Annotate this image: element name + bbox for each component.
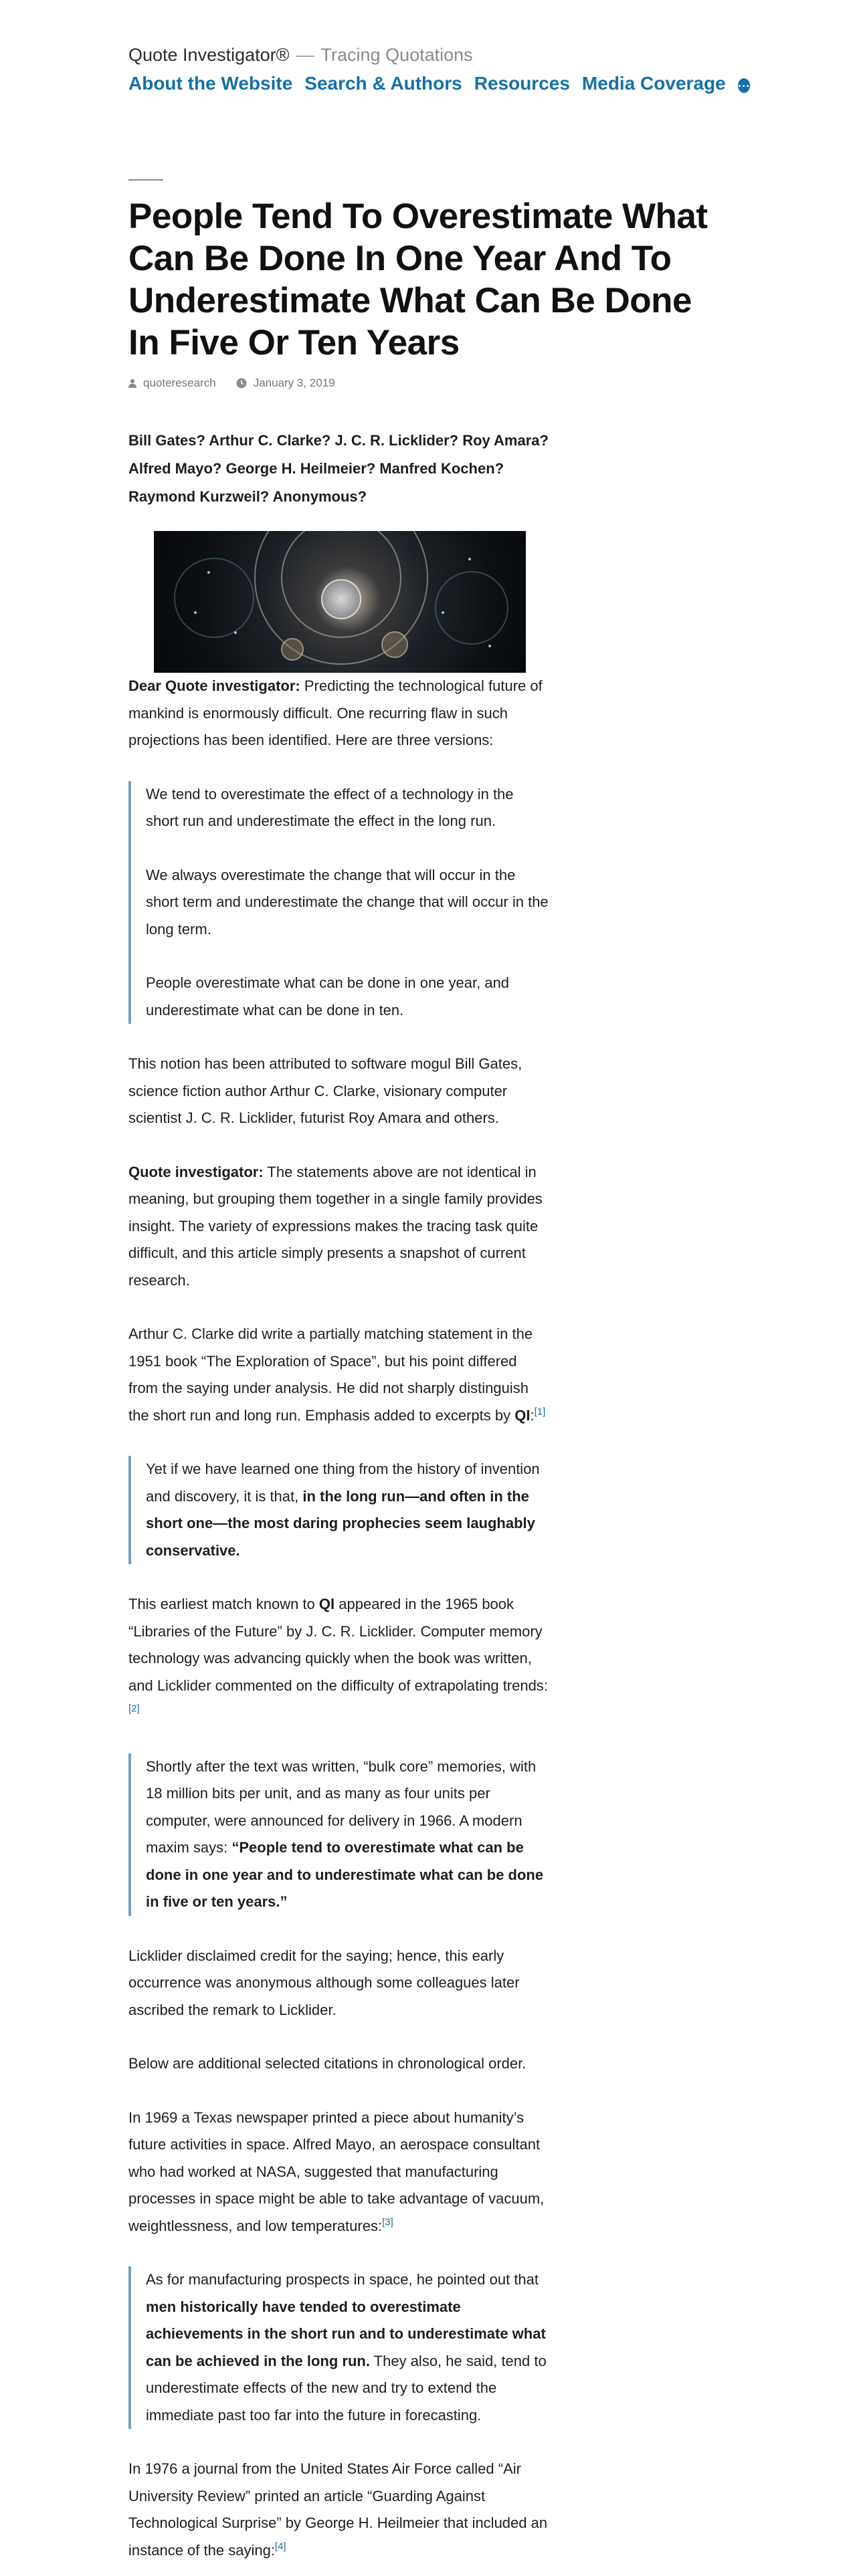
- nav-about-the-website[interactable]: About the Website: [128, 73, 293, 94]
- answer-paragraph: [128, 1159, 550, 1295]
- question-text: Predicting the technological future of mankind is enormously difficult. One recurring flaw in such projections has been identified. Here are three versions:: [128, 677, 543, 748]
- article-title: People Tend To Overestimate What Can Be Done In One Year And To Underestimate What Can Be Done In Five Or Ten Years: [128, 197, 708, 362]
- mayo-text: In 1969 a Texas newspaper printed a piece about humanity’s future activities in space. Alfred Mayo, an aerospace consultant who had worked at NASA, suggested that manufacturing processes in space might be able to take advantage of vacuum, weightlessness, and low temperatures:: [128, 2109, 545, 2234]
- heilmeier-text: In 1976 a journal from the United States Air Force called “Air University Review” printed an article “Guarding Against Technological Surprise” by George H. Heilmeier that included an instance of the saying:: [128, 2460, 548, 2559]
- colon: :: [530, 1406, 535, 1424]
- clarke-paragraph: [128, 1321, 550, 1429]
- mayo-quote-tail: They also, he said, tend to underestimate effects of the new and try to extend the immediate past too far into the future in forecasting.: [146, 2352, 547, 2424]
- footnote-ref-1[interactable]: [1]: [534, 1406, 546, 1418]
- author-link[interactable]: quoteresearch: [143, 377, 216, 389]
- citations-intro: Below are additional selected citations in chronological order.: [128, 2055, 527, 2072]
- title-separator: —: [296, 45, 314, 65]
- nav-resources[interactable]: Resources: [474, 73, 570, 94]
- nav-media-coverage[interactable]: Media Coverage: [581, 73, 726, 94]
- nav-search-authors[interactable]: Search & Authors: [304, 73, 462, 94]
- featured-image: [154, 531, 526, 673]
- more-menu-icon[interactable]: [738, 78, 750, 93]
- post-date-link[interactable]: January 3, 2019: [253, 377, 335, 389]
- answer-text: The statements above are not identical in meaning, but grouping them together in a single family provides insight. The variety of expressions makes the tracing task quite difficult, and this article simply presents a snapshot of current research.: [128, 1163, 543, 1289]
- primary-nav: [128, 71, 731, 96]
- qi-abbrev: QI: [514, 1406, 531, 1424]
- licklider-blockquote: [128, 1753, 550, 1916]
- licklider-quote: [146, 1753, 550, 1916]
- footnote-ref-2[interactable]: [2]: [128, 1703, 140, 1715]
- disclaimer-paragraph: Licklider disclaimed credit for the saying; hence, this early occurrence was anonymous although some colleagues later ascribed the remark to Licklider.: [128, 1947, 520, 2018]
- licklider-quote-emphasis: “People tend to overestimate what can be done in one year and to underestimate what can be done in five or ten years.”: [146, 1839, 544, 1910]
- clarke-quote-text: Yet if we have learned one thing from the history of invention and discovery, it is that,: [146, 1461, 540, 1505]
- version-quote: We always overestimate the change that will occur in the short term and underestimate the change that will occur in the long term.: [146, 866, 549, 938]
- user-icon: [128, 379, 136, 388]
- mayo-blockquote: [128, 2266, 550, 2429]
- clarke-text: Arthur C. Clarke did write a partially matching statement in the 1951 book “The Exploration of Space”, but his point differed from the saying under analysis. He did not sharply distinguish the short run and long run. Emphasis added to excerpts by: [128, 1325, 533, 1424]
- title-divider: [128, 179, 163, 181]
- answer-lead: Quote investigator:: [128, 1163, 264, 1180]
- author-meta: [128, 377, 216, 390]
- site-name[interactable]: Quote Investigator®: [128, 45, 290, 65]
- mayo-quote-emphasis: men historically have tended to overestimate achievements in the short run and to underestimate what can be achieved in the long run.: [146, 2298, 546, 2369]
- licklider-text-a: This earliest match known to: [128, 1596, 319, 1612]
- site-tagline: Tracing Quotations: [320, 45, 473, 65]
- attribution-paragraph: This notion has been attributed to software mogul Bill Gates, science fiction author Arthur C. Clarke, visionary computer scientist J. C. R. Licklider, futurist Roy Amara and others.: [128, 1055, 522, 1126]
- mayo-quote-text: As for manufacturing prospects in space, he pointed out that: [146, 2271, 539, 2288]
- attribution-question: Bill Gates? Arthur C. Clarke? J. C. R. Licklider? Roy Amara? Alfred Mayo? George H. Heilmeier? Manfred Kochen? Raymond Kurzweil? Anonymous?: [128, 432, 549, 505]
- article-body: [128, 427, 550, 2576]
- licklider-quote-text: Shortly after the text was written, “bulk core” memories, with 18 million bits per unit, and as many as four units per computer, were announced for delivery in 1966. A modern maxim says:: [146, 1757, 537, 1856]
- clock-icon: [236, 378, 247, 389]
- licklider-paragraph: [128, 1591, 550, 1727]
- mayo-paragraph: [128, 2105, 550, 2240]
- site-branding: [128, 43, 731, 67]
- date-meta: [236, 377, 335, 390]
- footnote-ref-4[interactable]: [4]: [274, 2541, 286, 2553]
- footnote-ref-3[interactable]: [3]: [382, 2216, 393, 2228]
- versions-blockquote: [128, 781, 550, 1025]
- clarke-quote-emphasis: in the long run—and often in the short one—the most daring prophecies seem laughably conservative.: [146, 1487, 535, 1559]
- version-quote: People overestimate what can be done in one year, and underestimate what can be done in ten.: [146, 974, 510, 1018]
- clarke-quote: [146, 1456, 550, 1564]
- qi-abbrev: QI: [318, 1596, 335, 1612]
- clarke-blockquote: [128, 1456, 550, 1564]
- site-header: [128, 43, 731, 96]
- question-lead: Dear Quote investigator:: [128, 677, 300, 694]
- mayo-quote: [146, 2266, 550, 2429]
- licklider-text-b: appeared in the 1965 book “Libraries of the Future” by J. C. R. Licklider. Computer memory technology was advancing quickly when the book was written, and Licklider commented on the difficulty of extrapolating trends:: [128, 1596, 548, 1694]
- article-meta: [128, 377, 355, 390]
- question-paragraph: [128, 673, 550, 754]
- version-quote: We tend to overestimate the effect of a technology in the short run and underestimate the effect in the long run.: [146, 785, 514, 829]
- heilmeier-paragraph: [128, 2456, 550, 2564]
